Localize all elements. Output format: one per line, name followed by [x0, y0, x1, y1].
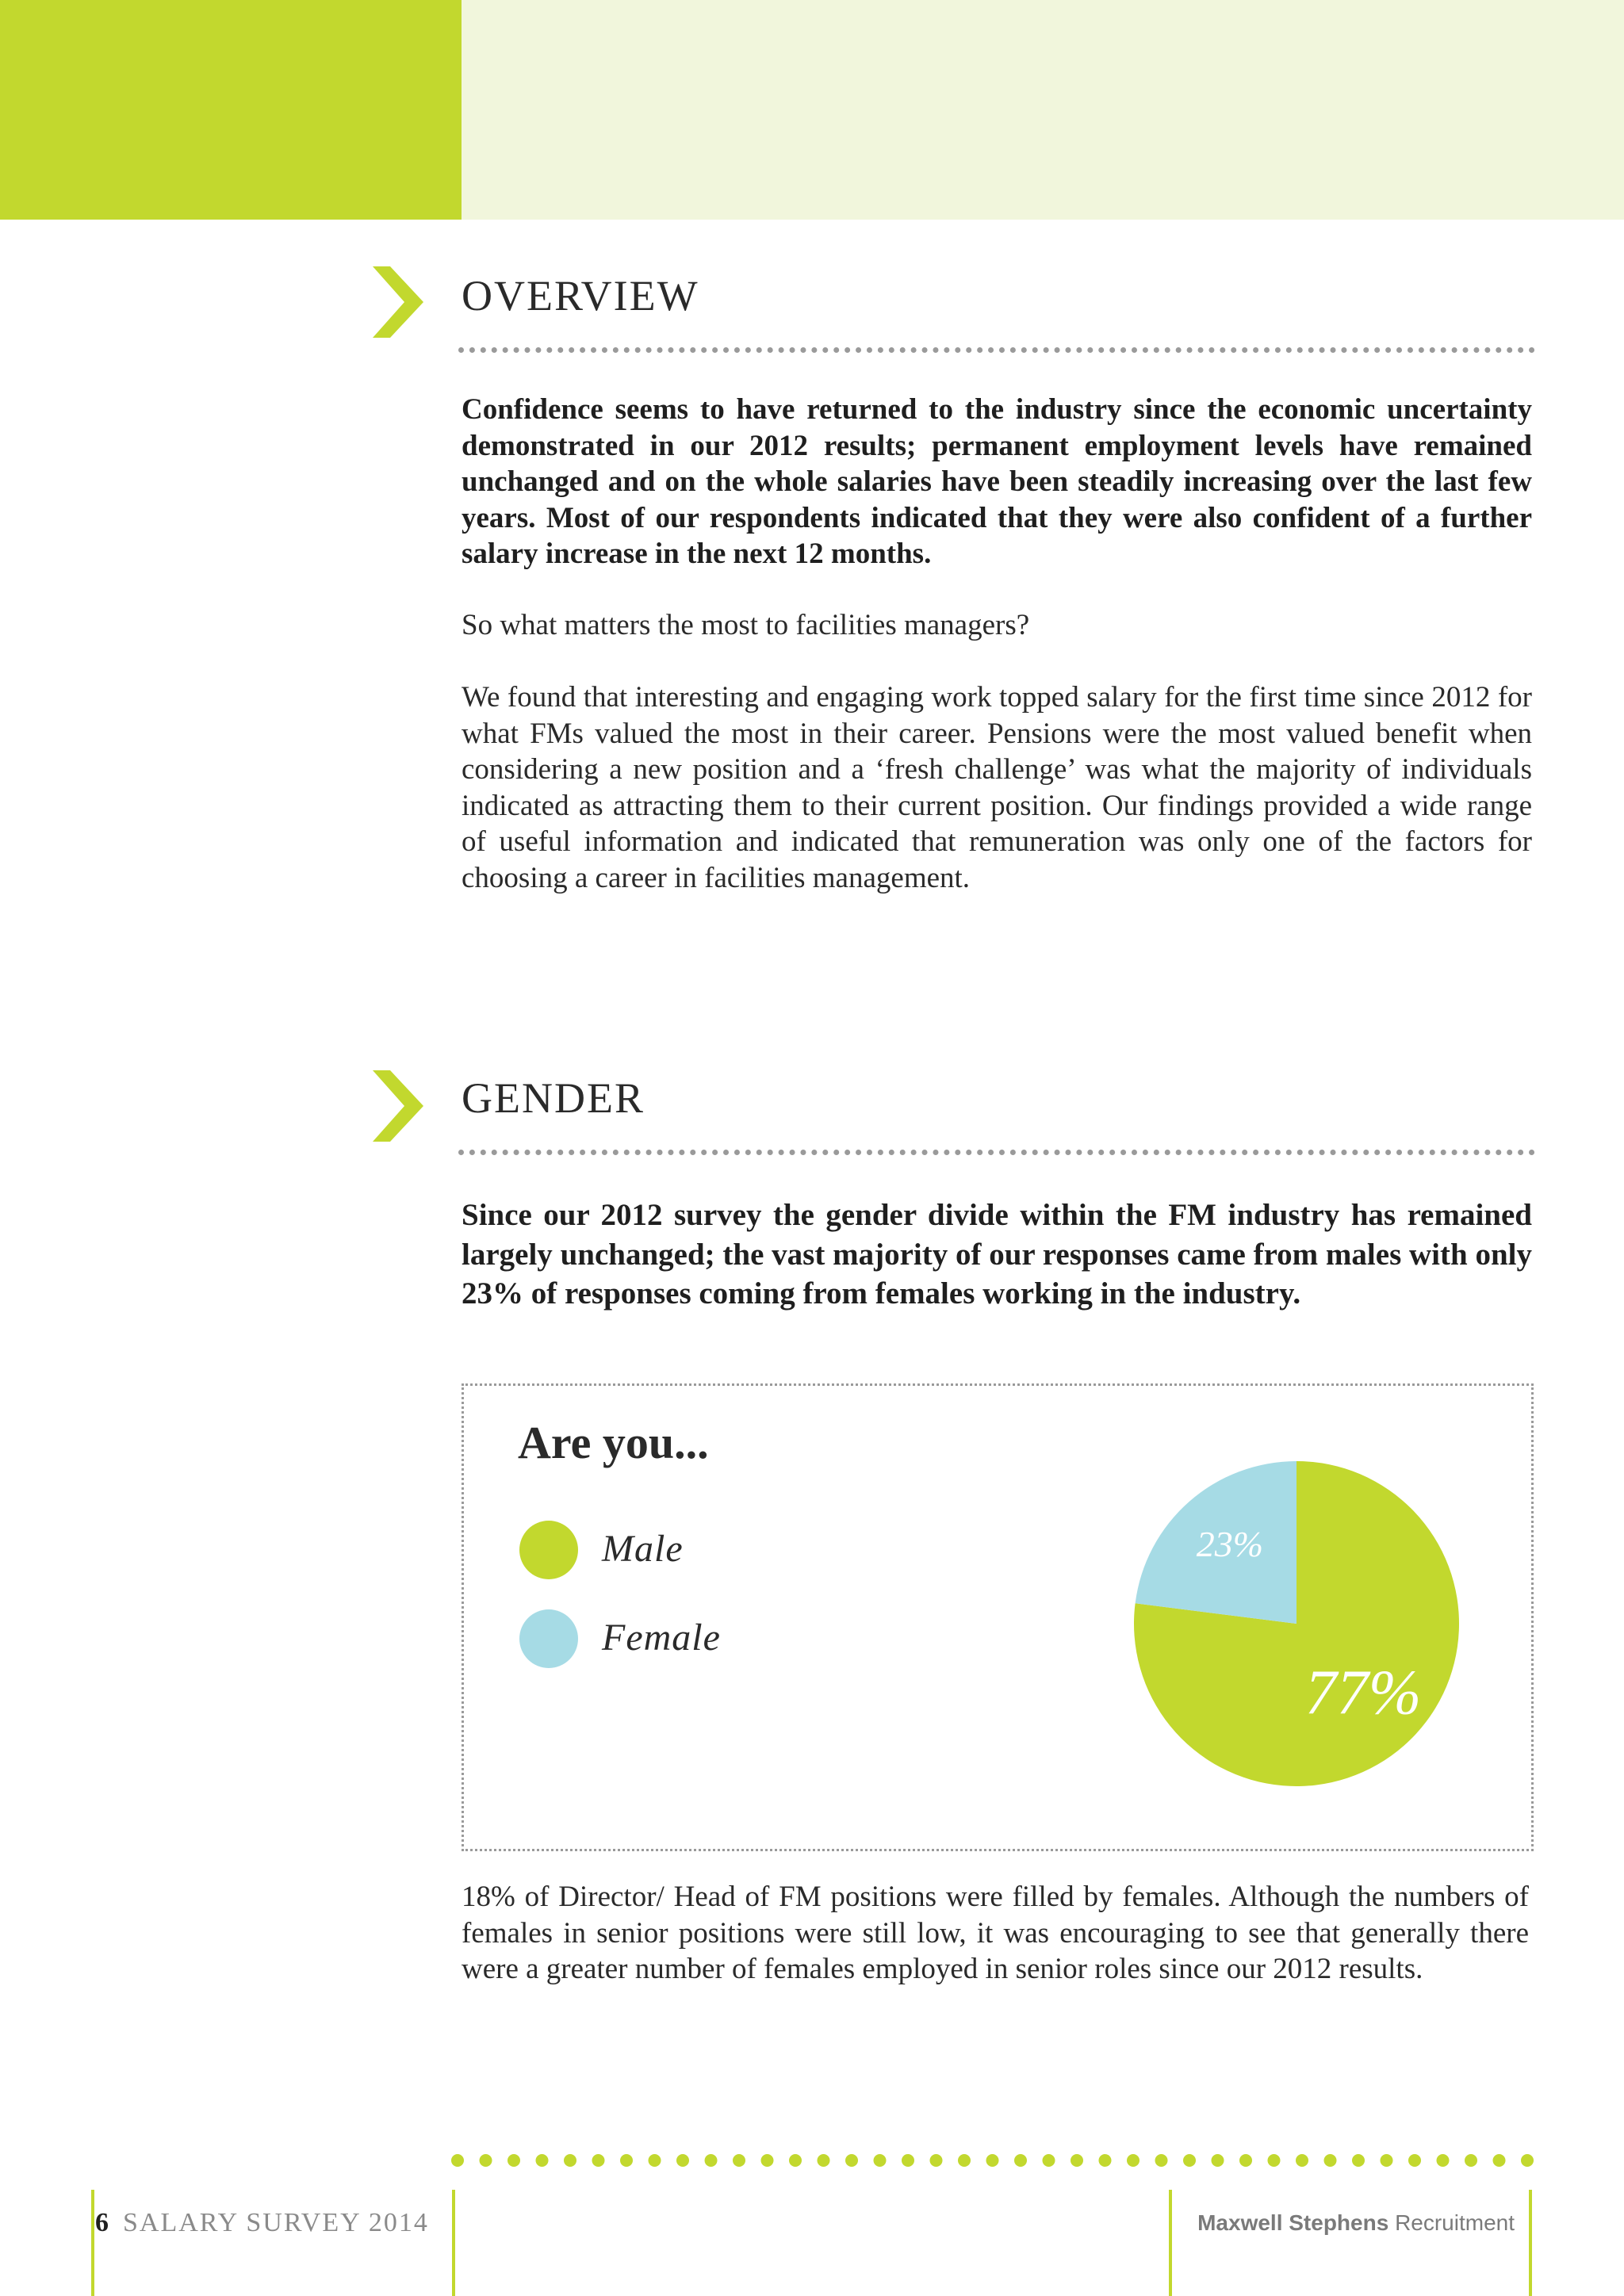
divider-dot [789, 2154, 802, 2167]
divider-dot [705, 2154, 718, 2167]
divider-dot [1155, 2154, 1168, 2167]
divider-dot [649, 2154, 661, 2167]
divider-dot [480, 2154, 492, 2167]
divider-dot [508, 2154, 520, 2167]
divider-dot [536, 2154, 549, 2167]
gender-body-paragraph: 18% of Director/ Head of FM positions were filled by females. Although the numbers of females in senior positions were still low, it was encouraging to see that generally there were a greater number of females employed in senior roles since our 2012 results. [462, 1881, 1529, 1985]
footer-dotted-divider [450, 2152, 1537, 2168]
divider-dot [1099, 2154, 1112, 2167]
overview-lead-paragraph: Confidence seems to have returned to the industry since the economic uncertainty demonstrated in our 2012 results; permanent employment levels have remained unchanged and on the whole salaries have been steadily increasing over the last few years. Most of our respondents indicated that they were also confident of a further salary increase in the next 12 months. [462, 393, 1532, 570]
section-heading-gender: GENDER [462, 1074, 645, 1122]
footer-rule-mid [452, 2190, 455, 2296]
divider-dot [620, 2154, 633, 2167]
divider-dot [1381, 2154, 1393, 2167]
brand-name-bold: Maxwell Stephens [1197, 2210, 1389, 2235]
header-light-band [462, 0, 1624, 220]
divider-dot [1296, 2154, 1308, 2167]
section-heading-overview: OVERVIEW [462, 272, 699, 320]
divider-dot [564, 2154, 576, 2167]
divider-dot [874, 2154, 887, 2167]
footer-title [95, 2208, 429, 2238]
divider-dot [1239, 2154, 1252, 2167]
chevron-right-icon [373, 266, 423, 338]
divider-dot [1071, 2154, 1083, 2167]
divider-dot [1268, 2154, 1281, 2167]
chevron-right-icon [373, 1070, 423, 1142]
page-number: 6 [95, 2208, 109, 2237]
divider-dot [1183, 2154, 1196, 2167]
divider-dot [451, 2154, 464, 2167]
legend-swatch-male [519, 1521, 578, 1579]
divider-dot [1014, 2154, 1027, 2167]
overview-body-paragraph: We found that interesting and engaging work topped salary for the first time since 2012 for what FMs valued the most in their career. Pensions were the most valued benefit when considering a new position and a ‘fresh challenge’ was what the majority of individuals indicated as attracting them to their current position. Our findings provided a wide range of useful information and indicated that remuneration was only one of the factors for choosing a career in facilities management. [462, 681, 1532, 894]
divider-dot [1212, 2154, 1224, 2167]
divider-dot [1352, 2154, 1365, 2167]
footer-rule-brand-right [1529, 2190, 1532, 2296]
dotted-divider [458, 1150, 1535, 1155]
divider-dot [1127, 2154, 1139, 2167]
brand-name-regular: Recruitment [1395, 2210, 1515, 2235]
footer-rule-left [91, 2190, 94, 2296]
divider-dot [761, 2154, 774, 2167]
divider-dot [902, 2154, 914, 2167]
divider-dot [1437, 2154, 1450, 2167]
divider-dot [733, 2154, 745, 2167]
publication-title: SALARY SURVEY 2014 [123, 2208, 429, 2237]
footer-rule-brand-left [1169, 2190, 1172, 2296]
divider-dot [676, 2154, 689, 2167]
header-accent-block [0, 0, 462, 220]
legend-label-female: Female [602, 1617, 721, 1659]
divider-dot [1408, 2154, 1421, 2167]
divider-dot [592, 2154, 605, 2167]
legend-label-male: Male [602, 1528, 684, 1570]
divider-dot [1493, 2154, 1506, 2167]
dotted-divider [458, 347, 1535, 353]
brand-name [1197, 2210, 1515, 2236]
chart-title: Are you... [518, 1417, 709, 1468]
divider-dot [1043, 2154, 1055, 2167]
divider-dot [958, 2154, 971, 2167]
gender-lead-paragraph: Since our 2012 survey the gender divide within the FM industry has remained largely unchanged; the vast majority of our responses came from males with only 23% of responses coming from females working in the industry. [462, 1198, 1532, 1311]
gender-chart [462, 1383, 1534, 1851]
divider-dot [1465, 2154, 1477, 2167]
divider-dot [818, 2154, 830, 2167]
legend-swatch-female [519, 1609, 578, 1668]
overview-question: So what matters the most to facilities managers? [462, 609, 1030, 641]
pie-chart [1130, 1457, 1463, 1790]
pie-label-male: 77% [1304, 1658, 1422, 1728]
divider-dot [845, 2154, 858, 2167]
divider-dot [1521, 2154, 1534, 2167]
divider-dot [986, 2154, 999, 2167]
pie-label-female: 23% [1196, 1524, 1264, 1565]
divider-dot [1324, 2154, 1337, 2167]
divider-dot [930, 2154, 943, 2167]
